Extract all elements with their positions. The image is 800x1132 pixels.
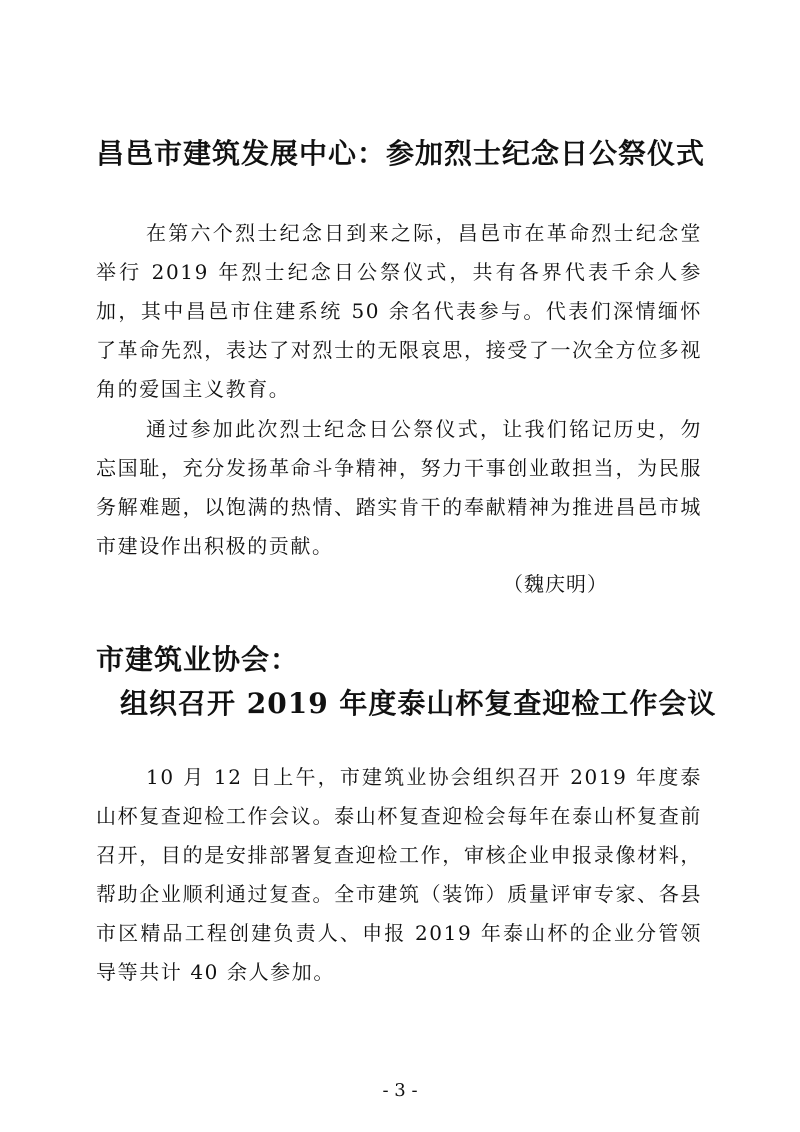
section1-author: （魏庆明） xyxy=(503,572,608,596)
section1-paragraph-2: 通过参加此次烈士纪念日公祭仪式，让我们铭记历史，勿忘国耻，充分发扬革命斗争精神，努力干事创业敢担当，为民服务解难题，以饱满的热情、踏实肯干的奉献精神为推进昌邑市城市建设作出积极的贡献。 xyxy=(96,417,702,558)
section2-title-line2: 组织召开 2019 年度泰山杯复查迎检工作会议 xyxy=(120,687,717,720)
section2-title-line1: 市建筑业协会： xyxy=(96,643,300,676)
section1-paragraph-1: 在第六个烈士纪念日到来之际，昌邑市在革命烈士纪念堂举行 2019 年烈士纪念日公祭仪式，共有各界代表千余人参加，其中昌邑市住建系统 50 余名代表参与。代表们深情缅怀了革命先烈，表达了对烈士的无限哀思，接受了一次全方位多视角的爱国主义教育。 xyxy=(96,221,702,401)
section1-title: 昌邑市建筑发展中心：参加烈士纪念日公祭仪式 xyxy=(96,137,706,170)
page-number: - 3 - xyxy=(382,1080,418,1101)
section2-paragraph-1: 10 月 12 日上午，市建筑业协会组织召开 2019 年度泰山杯复查迎检工作会议。泰山杯复查迎检会每年在泰山杯复查前召开，目的是安排部署复查迎检工作，审核企业申报录像材料，帮助企业顺利通过复查。全市建筑（装饰）质量评审专家、各县市区精品工程创建负责人、申报 2019 年泰山杯的企业分管领导等共计 40 余人参加。 xyxy=(96,765,702,984)
